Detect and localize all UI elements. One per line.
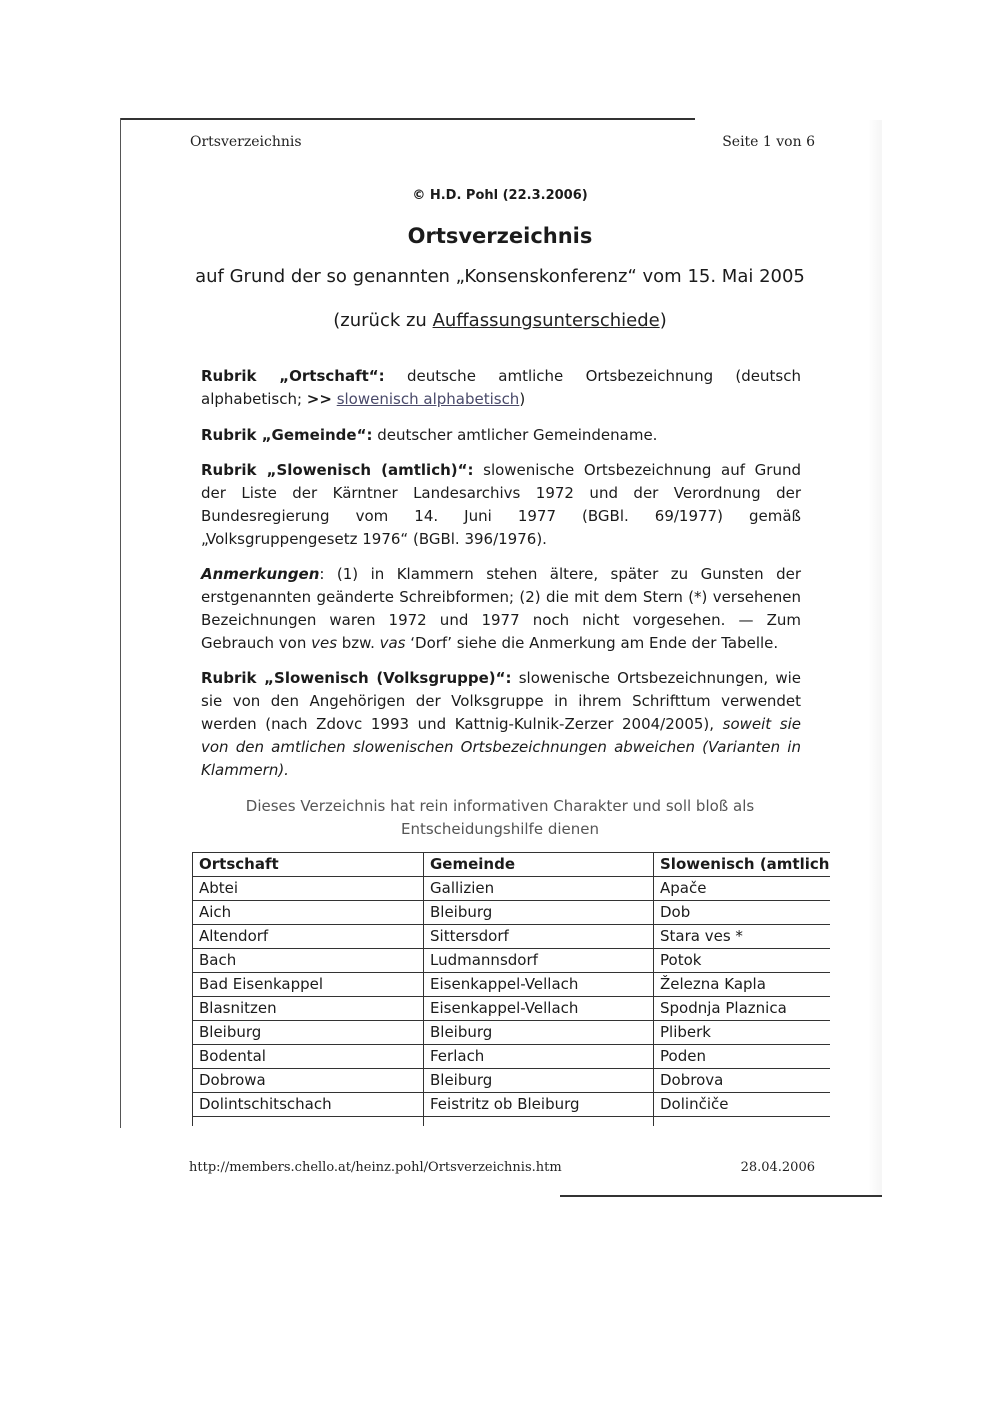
table-row: [193, 1069, 831, 1093]
table-continuation-line: [653, 1116, 654, 1126]
rubrik-gemeinde-paragraph: [201, 424, 801, 447]
column-header-ortschaft: Ortschaft: [193, 853, 424, 877]
cell-gemeinde: Eisenkappel-Vellach: [424, 997, 654, 1021]
cell-slowenisch: Stara ves *: [654, 925, 831, 949]
cell-slowenisch: Spodnja Plaznica: [654, 997, 831, 1021]
cell-gemeinde: Bleiburg: [424, 1069, 654, 1093]
cell-ortschaft: Bleiburg: [193, 1021, 424, 1045]
cell-slowenisch: Pliberk: [654, 1021, 831, 1045]
page-title: Ortsverzeichnis: [407, 224, 593, 248]
slowenisch-alphabetisch-link[interactable]: slowenisch alphabetisch: [336, 390, 520, 408]
print-header-title: Ortsverzeichnis: [190, 134, 302, 150]
rubrik-ortschaft-end: ): [519, 390, 526, 408]
cell-ortschaft: Bodental: [193, 1045, 424, 1069]
cell-slowenisch: Dob: [654, 901, 831, 925]
rubrik-slowenisch-amtlich-label: Rubrik „Slowenisch (amtlich)“:: [201, 461, 474, 479]
cell-gemeinde: Bleiburg: [424, 1021, 654, 1045]
print-footer-date: 28.04.2006: [740, 1160, 815, 1175]
cell-ortschaft: Bach: [193, 949, 424, 973]
cell-ortschaft: Blasnitzen: [193, 997, 424, 1021]
cell-ortschaft: Dobrowa: [193, 1069, 424, 1093]
rubrik-slowenisch-amtlich-paragraph: [201, 459, 801, 551]
cell-gemeinde: Ferlach: [424, 1045, 654, 1069]
table-row: [193, 925, 831, 949]
table-row: [193, 973, 831, 997]
backlink-line: [120, 310, 880, 331]
rubrik-volksgruppe-label: Rubrik „Slowenisch (Volksgruppe)“:: [201, 669, 512, 687]
cell-gemeinde: Sittersdorf: [424, 925, 654, 949]
cell-ortschaft: Dolintschitschach: [193, 1093, 424, 1117]
anmerkungen-vas: vas: [379, 634, 406, 652]
cell-gemeinde: Ludmannsdorf: [424, 949, 654, 973]
cell-gemeinde: Bleiburg: [424, 901, 654, 925]
anmerkungen-label: Anmerkungen: [201, 565, 320, 583]
backlink-prefix: (zurück zu: [333, 310, 433, 331]
rubrik-volksgruppe-text: slowenische Ortsbezeichnungen, wie sie von den Angehörigen der Volksgruppe in ihrem Schrifttum verwendet werden (nach Zdovc 1993 und Kattnig-Kulnik-Zerzer 2004/2005),: [201, 669, 801, 733]
table-header-row: [193, 853, 831, 877]
scan-border-bottom: [560, 1195, 882, 1197]
print-footer-url: http://members.chello.at/heinz.pohl/Ortsverzeichnis.htm: [189, 1160, 562, 1175]
ortsverzeichnis-table: [192, 852, 830, 1117]
table-row: [193, 1045, 831, 1069]
cell-slowenisch: Dolinčiče: [654, 1093, 831, 1117]
table-continuation-line: [192, 1116, 193, 1126]
rubrik-ortschaft-text: deutsche amtliche Ortsbezeichnung (deutsch alphabetisch;: [201, 367, 801, 408]
rubrik-gemeinde-text: deutscher amtlicher Gemeindename.: [372, 426, 658, 444]
cell-gemeinde: Eisenkappel-Vellach: [424, 973, 654, 997]
disclaimer-notice: Dieses Verzeichnis hat rein informativen Charakter und soll bloß als Entscheidungshilfe dienen: [245, 797, 755, 838]
anmerkungen-text-2: bzw.: [337, 634, 380, 652]
cell-slowenisch: Potok: [654, 949, 831, 973]
column-header-gemeinde: Gemeinde: [424, 853, 654, 877]
table-row: [193, 1021, 831, 1045]
column-header-slowenisch: Slowenisch (amtlich: [654, 853, 831, 877]
cell-slowenisch: Dobrova: [654, 1069, 831, 1093]
cell-ortschaft: Aich: [193, 901, 424, 925]
table-continuation-line: [423, 1116, 424, 1126]
copyright-line: © H.D. Pohl (22.3.2006): [412, 188, 588, 203]
backlink-auffassungsunterschiede[interactable]: Auffassungsunterschiede: [432, 310, 660, 331]
anmerkungen-paragraph: [201, 563, 801, 655]
anmerkungen-text-3: ‘Dorf’ siehe die Anmerkung am Ende der Tabelle.: [405, 634, 779, 652]
table-row: [193, 1093, 831, 1117]
rubrik-volksgruppe-paragraph: [201, 667, 801, 782]
cell-slowenisch: Apače: [654, 877, 831, 901]
cell-ortschaft: Abtei: [193, 877, 424, 901]
table-row: [193, 997, 831, 1021]
cell-gemeinde: Feistritz ob Bleiburg: [424, 1093, 654, 1117]
table-row: [193, 877, 831, 901]
rubrik-ortschaft-paragraph: [201, 365, 801, 411]
backlink-suffix: ): [659, 310, 667, 331]
cell-slowenisch: Poden: [654, 1045, 831, 1069]
rubrik-volksgruppe-italic: soweit sie von den amtlichen slowenischen Ortsbezeichnungen abweichen (Varianten in Klammern).: [201, 715, 801, 779]
table-row: [193, 949, 831, 973]
table-row: [193, 901, 831, 925]
anmerkungen-ves: ves: [311, 634, 338, 652]
cell-ortschaft: Bad Eisenkappel: [193, 973, 424, 997]
rubrik-ortschaft-label: Rubrik „Ortschaft“:: [201, 367, 385, 385]
scan-border-top: [120, 118, 695, 120]
rubrik-gemeinde-label: Rubrik „Gemeinde“:: [201, 426, 373, 444]
page-subtitle: auf Grund der so genannten „Konsenskonferenz“ vom 15. Mai 2005: [195, 266, 805, 287]
anmerkungen-text-1: : (1) in Klammern stehen ältere, später zu Gunsten der erstgenannten geänderte Schreibformen; (2) die mit dem Stern (*) versehenen Bezeichnungen waren 1972 und 1977 noch nicht vorgesehen. — Zum Gebrauch von: [201, 565, 801, 652]
cell-gemeinde: Gallizien: [424, 877, 654, 901]
rubrik-slowenisch-amtlich-text: slowenische Ortsbezeichnung auf Grund der Liste der Kärntner Landesarchivs 1972 und der Verordnung der Bundesregierung vom 14. Juni 1977 (BGBl. 69/1977) gemäß „Volksgruppengesetz 1976“ (BGBl. 396/1976).: [201, 461, 801, 548]
cell-ortschaft: Altendorf: [193, 925, 424, 949]
arrow-marker: >>: [306, 390, 332, 408]
cell-slowenisch: Železna Kapla: [654, 973, 831, 997]
print-header-page: Seite 1 von 6: [722, 134, 815, 150]
